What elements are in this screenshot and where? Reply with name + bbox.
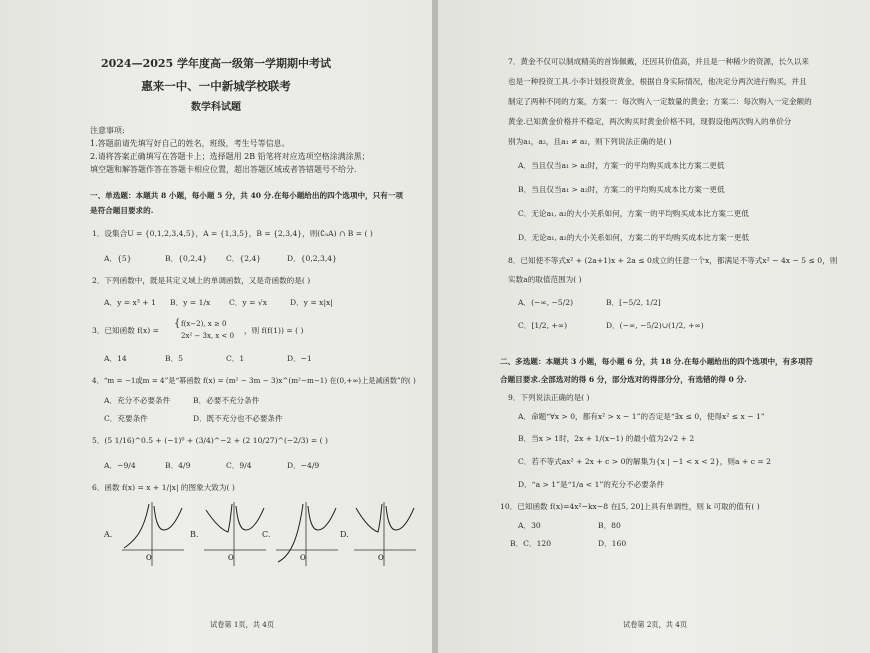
q6-graph-c xyxy=(272,500,340,568)
exam-subject: 数学科试题 xyxy=(191,102,241,113)
svg-text:O: O xyxy=(228,554,234,562)
q10-option-d: D．160 xyxy=(598,539,627,548)
section2-heading: 二、多选题：本题共 3 小题，每小题 6 分，共 18 分.在每小题给出的四个选项中，有多项符 xyxy=(500,357,814,366)
q4-option-d: D．既不充分也不必要条件 xyxy=(193,414,283,423)
section2-heading-cont: 合题目要求.全部选对的得 6 分，部分选对的得部分分，有选错的得 0 分. xyxy=(500,375,747,384)
question-4: 4．“m = −1或m = 4”是“幂函数 f(x) = (m² − 3m − 3)x^(m²−m−1) 在(0,+∞)上是减函数”的( ) xyxy=(92,376,416,385)
q2-option-a: A．y = x³ + 1 xyxy=(104,298,156,307)
q6-graph-d xyxy=(350,500,418,568)
q7-line-1: 7．黄金不仅可以制成精美的首饰佩戴，还因其价值高，并且是一种稀少的资源，长久以来 xyxy=(508,57,809,66)
svg-text:O: O xyxy=(300,554,306,562)
q4-option-b: B．必要不充分条件 xyxy=(193,396,260,405)
exam-subtitle: 惠来一中、一中新城学校联考 xyxy=(141,79,291,93)
q9-option-d: D．“a > 1”是“1/a < 1”的充分不必要条件 xyxy=(518,480,665,489)
q3-option-b: B．5 xyxy=(165,354,184,363)
q1-option-d: D．{0,2,3,4} xyxy=(287,254,337,263)
q1-option-a: A．{5} xyxy=(104,254,132,263)
question-9: 9．下列说法正确的是( ) xyxy=(508,393,590,402)
question-3-suffix: ，则 f(f(1)) = ( ) xyxy=(244,326,304,335)
q7-line-4: 黄金.已知黄金价格并不稳定，两次购买时黄金价格不同，现假设他两次购入的单价分 xyxy=(508,117,792,126)
exam-page-1 xyxy=(0,0,432,653)
exam-page-2 xyxy=(438,0,870,653)
q6-label-a: A. xyxy=(104,530,113,539)
q4-option-c: C．充要条件 xyxy=(104,414,148,423)
q6-label-b: B. xyxy=(190,530,199,539)
q3-option-c: C．1 xyxy=(226,354,245,363)
q10-option-a: A．30 xyxy=(518,521,541,530)
q5-option-d: D．−4/9 xyxy=(287,461,320,470)
question-1: 1．设集合U = {0,1,2,3,4,5}，A = {1,3,5}，B = {2,3,4}，则(∁ᵤA) ∩ B = ( ) xyxy=(92,229,373,238)
q8-option-a: A．(−∞, −5/2) xyxy=(518,298,574,307)
question-6: 6．函数 f(x) = x + 1/|x| 的图象大致为( ) xyxy=(92,483,235,492)
q7-line-5: 别为a₁，a₂，且a₁ ≠ a₂，则下列说法正确的是( ) xyxy=(508,137,672,146)
q2-option-b: B．y = 1/x xyxy=(170,298,211,307)
notice-line-3: 填空题和解答题作答在答题卡相应位置，超出答题区域或者答错题号不给分. xyxy=(90,165,357,174)
q3-case-1: f(x−2), x ≥ 0 xyxy=(181,320,227,328)
q7-line-2: 也是一种投资工具.小李计划投资黄金，根据自身实际情况，他决定分两次进行购买，并且 xyxy=(508,77,807,86)
q3-option-d: D．−1 xyxy=(287,354,312,363)
exam-title: 2024—2025 学年度高一级第一学期期中考试 xyxy=(100,57,332,70)
q8-option-c: C．[1/2, +∞) xyxy=(518,321,568,330)
q8-line-2: 实数a的取值范围为( ) xyxy=(508,275,582,284)
q5-option-a: A．−9/4 xyxy=(104,461,136,470)
q9-option-c: C．若不等式ax² + 2x + c > 0的解集为{x | −1 < x < 2}，则a + c = 2 xyxy=(518,457,771,466)
question-10: 10．已知函数 f(x)=4x²−kx−8 在[5, 20]上具有单调性，则 k 可取的值有( ) xyxy=(500,502,760,511)
question-3-prefix: 3．已知函数 f(x) = xyxy=(92,326,160,335)
section1-heading-cont: 是符合题目要求的. xyxy=(90,206,154,215)
question-5: 5．(5 1/16)^0.5 + (−1)⁰ + (3/4)^−2 + (2 10/27)^(−2/3) = ( ) xyxy=(92,436,328,445)
q9-option-b: B．当x > 1时，2x + 1/(x−1) 的最小值为2√2 + 2 xyxy=(518,434,695,443)
notice-line-2: 2.请将答案正确填写在答题卡上；选择题用 2B 铅笔将对应选项空格涂满涂黑； xyxy=(90,152,370,161)
q3-case-2: 2x² − 3x, x < 0 xyxy=(181,332,235,340)
q2-option-c: C．y = √x xyxy=(229,298,268,307)
notice-line-1: 1.答题前请先填写好自己的姓名，班级，考生号等信息。 xyxy=(90,139,290,148)
q1-option-c: C．{2,4} xyxy=(226,254,262,263)
notice-heading: 注意事项: xyxy=(90,126,125,135)
page-footer-2: 试卷第 2页，共 4页 xyxy=(623,620,688,629)
section1-heading: 一、单选题：本题共 8 小题，每小题 5 分，共 40 分.在每小题给出的四个选项中，只有一项 xyxy=(90,191,404,200)
q4-option-a: A．充分不必要条件 xyxy=(104,396,171,405)
q8-option-d: D．(−∞, −5/2)∪(1/2, +∞) xyxy=(606,321,704,330)
q6-label-d: D. xyxy=(340,530,349,539)
q8-option-b: B．[−5/2, 1/2] xyxy=(606,298,661,307)
q5-option-c: C．9/4 xyxy=(226,461,252,470)
q8-line-1: 8．已知使不等式x² + (2a+1)x + 2a ≤ 0成立的任意一个x，都满足不等式x² − 4x − 5 ≤ 0，则 xyxy=(508,256,838,265)
q6-label-c: C. xyxy=(262,530,271,539)
page-footer-1: 试卷第 1页，共 4页 xyxy=(210,620,275,629)
q10-option-b: B．80 xyxy=(598,521,621,530)
q10-option-c: B．C．120 xyxy=(510,539,552,548)
q7-option-b: B．当且仅当a₁ > a₂时，方案二的平均购买成本比方案一更低 xyxy=(518,185,725,194)
q7-option-a: A．当且仅当a₁ > a₂时，方案一的平均购买成本比方案二更低 xyxy=(518,161,725,170)
svg-text:O: O xyxy=(378,554,384,562)
q7-line-3: 制定了两种不同的方案，方案一：每次购入一定数量的黄金；方案二：每次购入一定金额的 xyxy=(508,97,812,106)
q1-option-b: B．{0,2,4} xyxy=(165,254,208,263)
q6-graph-b xyxy=(200,500,271,568)
question-2: 2．下列函数中，既是其定义域上的单调函数，又是奇函数的是( ) xyxy=(92,276,311,285)
q2-option-d: D．y = x|x| xyxy=(290,298,333,307)
q7-option-d: D．无论a₁, a₂的大小关系如何，方案二的平均购买成本比方案一更低 xyxy=(518,233,750,242)
q3-brace: { xyxy=(174,318,181,329)
q7-option-c: C．无论a₁, a₂的大小关系如何，方案一的平均购买成本比方案二更低 xyxy=(518,209,749,218)
q6-graph-a xyxy=(118,500,186,568)
q5-option-b: B．4/9 xyxy=(165,461,191,470)
svg-text:O: O xyxy=(146,554,152,562)
q3-option-a: A．14 xyxy=(104,354,127,363)
q9-option-a: A．命题“∀x > 0，都有x² > x − 1”的否定是“∃x ≤ 0，使得x² ≤ x − 1” xyxy=(518,412,765,421)
